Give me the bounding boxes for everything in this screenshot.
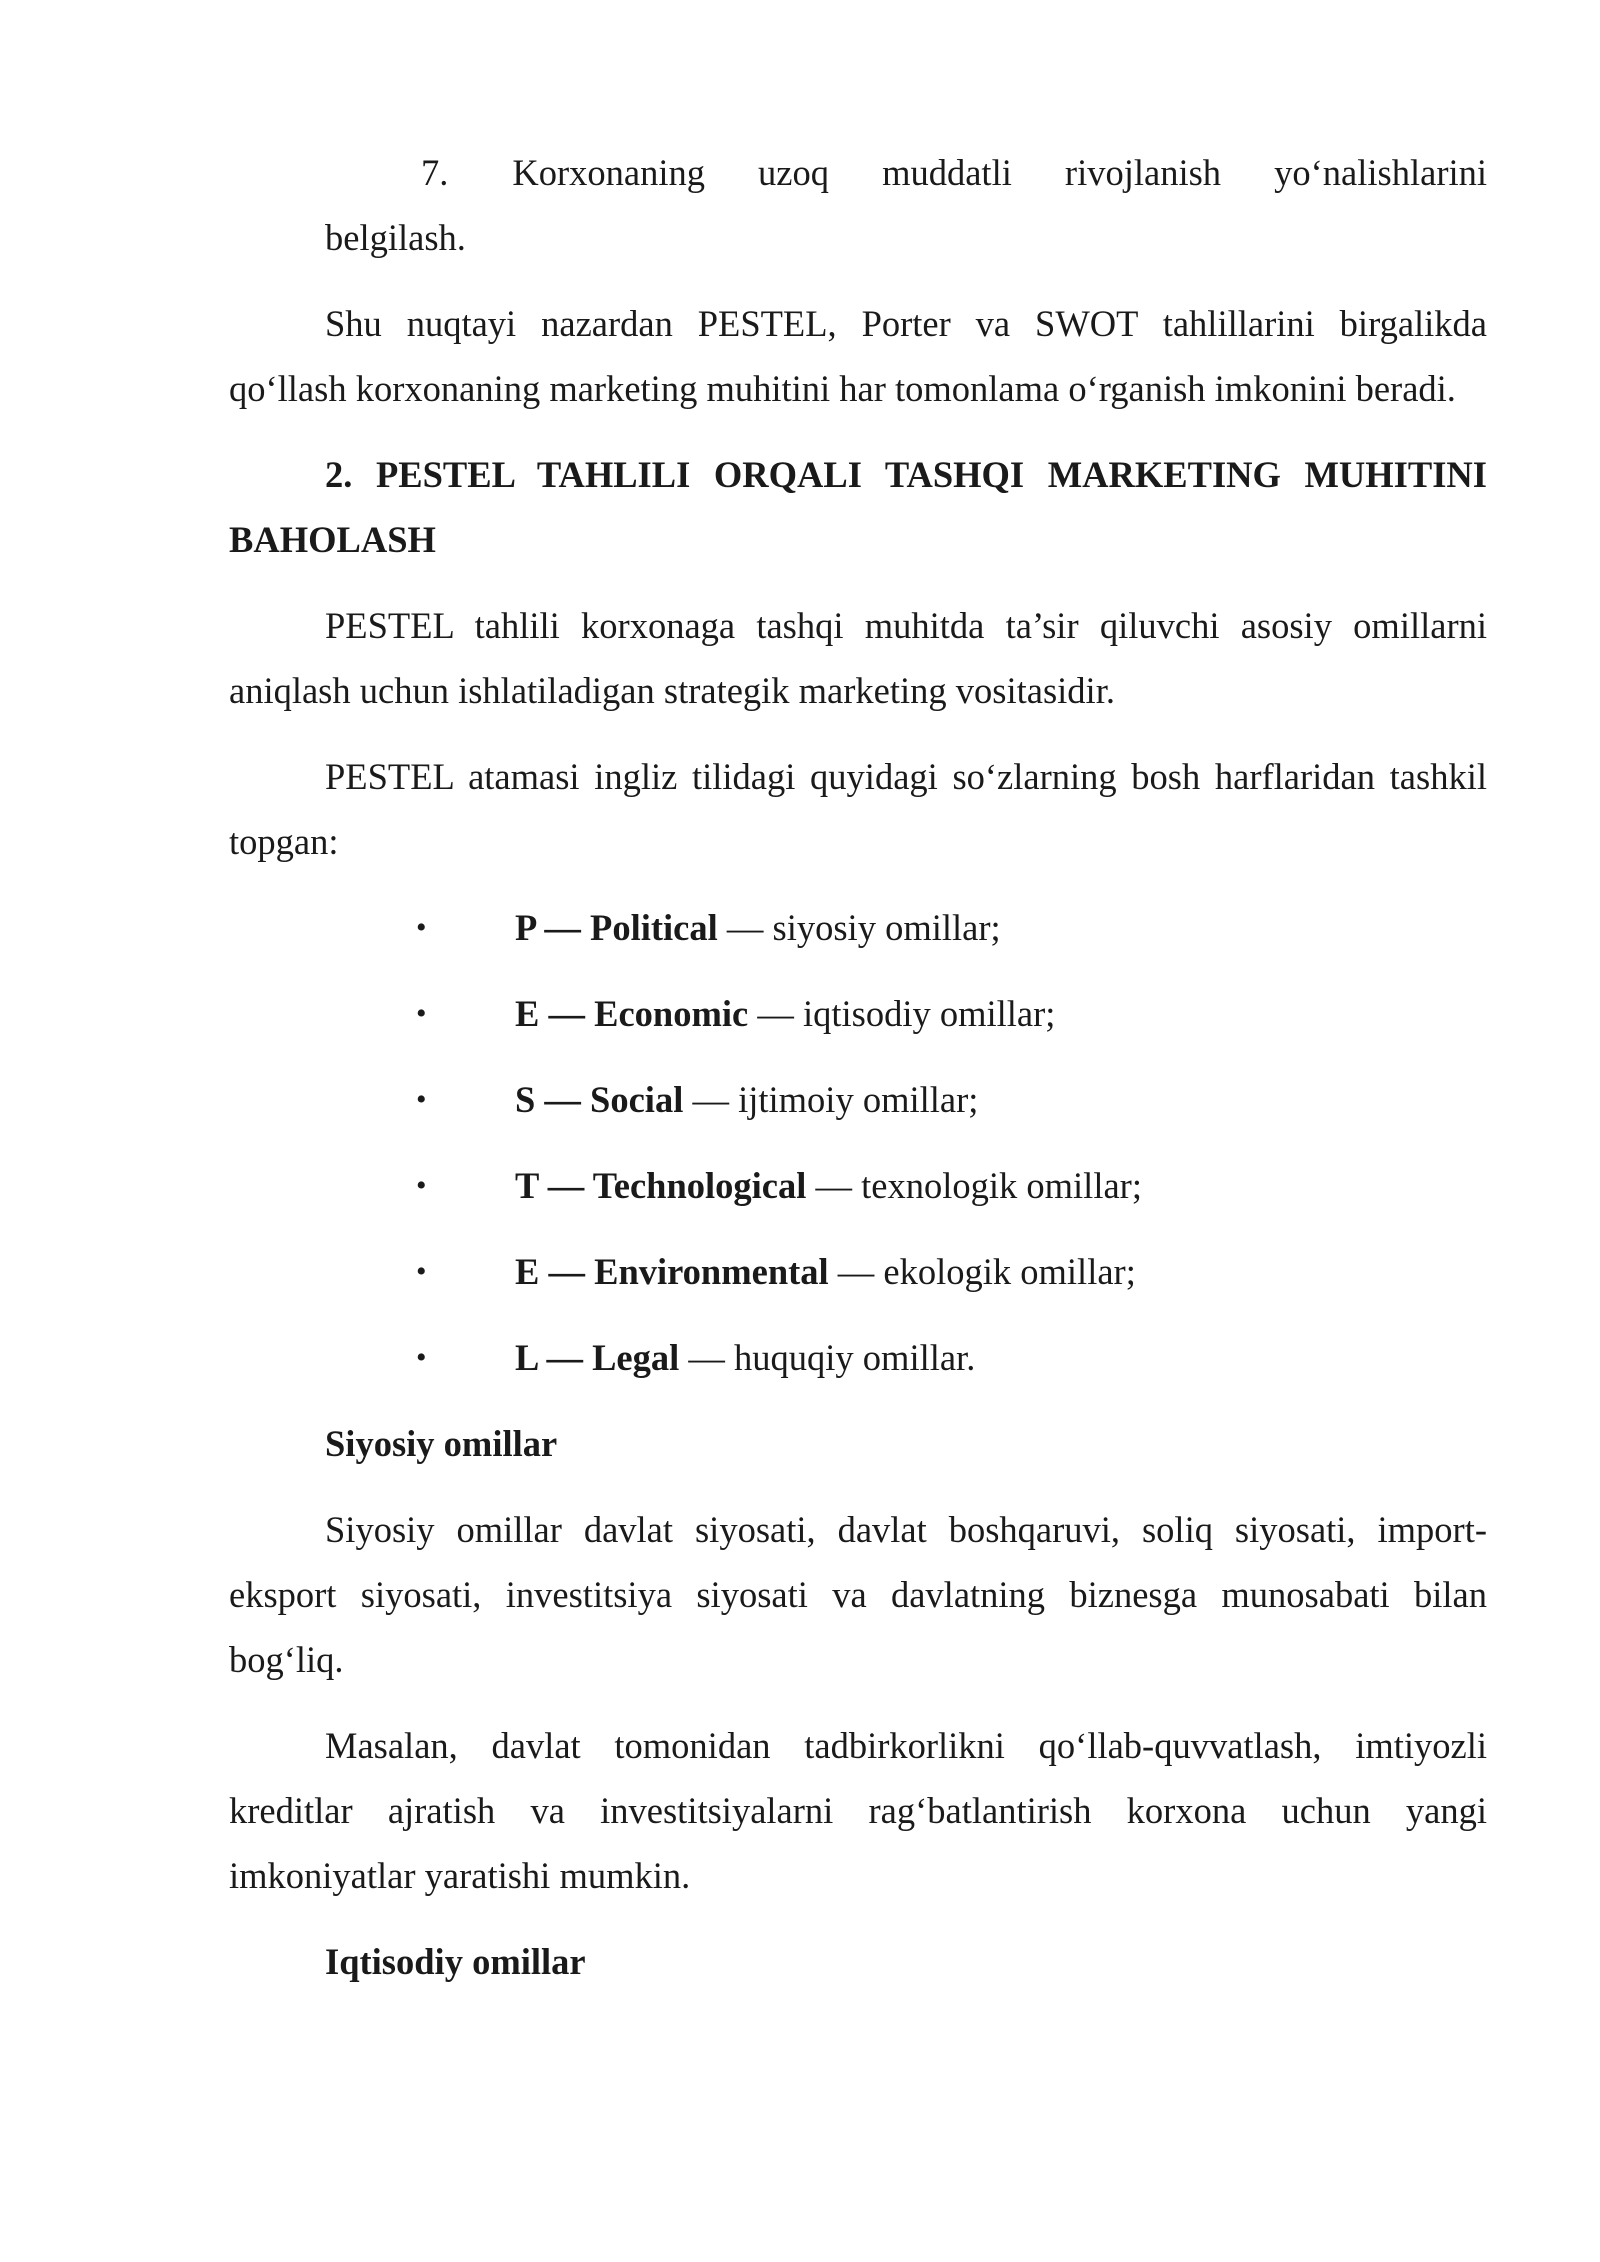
pestel-description: — huquqiy omillar. [679, 1337, 976, 1378]
numbered-item-line1 [325, 140, 1487, 205]
pestel-term: L — Legal [515, 1337, 680, 1378]
list-item [229, 895, 1487, 960]
bullet-icon: • [416, 997, 427, 1030]
bullet-icon: • [416, 1341, 427, 1374]
pestel-factor-list [229, 895, 1487, 1390]
pestel-description: — texnologik omillar; [806, 1165, 1142, 1206]
list-item [229, 1067, 1487, 1132]
bullet-icon: • [416, 1255, 427, 1288]
bullet-icon: • [416, 911, 427, 944]
pestel-term: T — Technological [515, 1165, 807, 1206]
list-item [229, 1325, 1487, 1390]
pestel-description: — ijtimoiy omillar; [683, 1079, 979, 1120]
bullet-icon: • [416, 1083, 427, 1116]
document-page [229, 140, 1487, 2015]
list-number: 7. [421, 152, 449, 193]
list-item [229, 981, 1487, 1046]
pestel-term: P — Political [515, 907, 718, 948]
list-item [229, 1153, 1487, 1218]
political-factors-paragraph: Siyosiy omillar davlat siyosati, davlat boshqaruvi, soliq siyosati, import-eksport siyosati, investitsiya siyosati va davlatning biznesga munosabati bilan bog‘liq. [229, 1509, 1487, 1680]
list-item [229, 1239, 1487, 1304]
pestel-description: — siyosiy omillar; [717, 907, 1001, 948]
political-factors-heading: Siyosiy omillar [325, 1423, 558, 1464]
pestel-term: E — Economic [515, 993, 749, 1034]
numbered-list-item-7 [229, 140, 1487, 270]
section-heading: 2. PESTEL TAHLILI ORQALI TASHQI MARKETING MUHITINI BAHOLASH [229, 454, 1487, 560]
list-item-text-line1: Korxonaning uzoq muddatli rivojlanish yo‘nalishlarini [512, 152, 1487, 193]
pestel-term: S — Social [515, 1079, 684, 1120]
political-example-paragraph: Masalan, davlat tomonidan tadbirkorlikni qo‘llab-quvvatlash, imtiyozli kreditlar ajratish va investitsiyalarni rag‘batlantirish korxona uchun yangi imkoniyatlar yaratishi mumkin. [229, 1725, 1487, 1896]
pestel-definition-paragraph: PESTEL tahlili korxonaga tashqi muhitda ta’sir qiluvchi asosiy omillarni aniqlash uchun ishlatiladigan strategik marketing vositasidir. [229, 605, 1487, 711]
intro-paragraph: Shu nuqtayi nazardan PESTEL, Porter va SWOT tahlillarini birgalikda qo‘llash korxonaning marketing muhitini har tomonlama o‘rganish imkonini beradi. [229, 303, 1487, 409]
list-item-text-line2: belgilash. [325, 217, 466, 258]
bullet-icon: • [416, 1169, 427, 1202]
pestel-origin-paragraph: PESTEL atamasi ingliz tilidagi quyidagi so‘zlarning bosh harflaridan tashkil topgan: [229, 756, 1487, 862]
economic-factors-heading: Iqtisodiy omillar [325, 1941, 586, 1982]
pestel-description: — iqtisodiy omillar; [748, 993, 1056, 1034]
pestel-description: — ekologik omillar; [828, 1251, 1136, 1292]
pestel-term: E — Environmental [515, 1251, 829, 1292]
